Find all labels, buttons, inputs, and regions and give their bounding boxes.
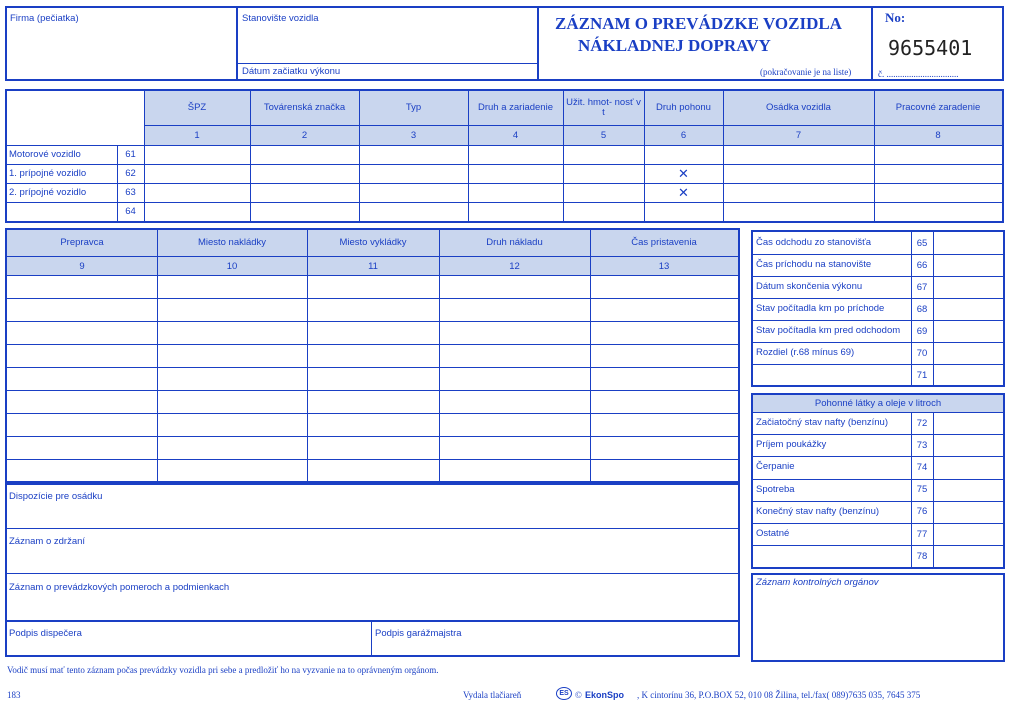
transport-cell[interactable]	[591, 299, 737, 320]
vehicle-row-label: 1. prípojné vozidlo	[9, 168, 87, 179]
fuel-box-value-field[interactable]	[935, 457, 1002, 477]
fuel-box-row-code: 78	[916, 550, 928, 562]
transport-cell[interactable]	[440, 414, 589, 435]
transport-cell[interactable]	[440, 460, 589, 481]
stanoviste-label: Stanovište vozidla	[242, 13, 319, 24]
fuel-type-cross-mark: ✕	[678, 184, 689, 200]
zdrzanie-label: Záznam o zdržaní	[9, 536, 86, 547]
time-box-value-field[interactable]	[935, 255, 1002, 275]
transport-cell[interactable]	[8, 414, 156, 435]
vehicle-col-8-number: 8	[935, 130, 941, 141]
transport-cell[interactable]	[591, 414, 737, 435]
vehicle-cell[interactable]	[564, 165, 643, 182]
time-box-value-field[interactable]	[935, 299, 1002, 319]
transport-cell[interactable]	[158, 391, 306, 412]
vehicle-row-code: 62	[125, 168, 136, 179]
transport-cell[interactable]	[308, 322, 438, 343]
fuel-box-row-code: 72	[916, 417, 928, 429]
publisher-name: EkonSpo	[585, 690, 625, 700]
transport-col-4-label: Druh nákladu	[486, 237, 543, 248]
transport-cell[interactable]	[158, 368, 306, 389]
time-box-row-code: 67	[916, 281, 928, 293]
time-box-row-label: Čas odchodu zo stanovišťa	[756, 237, 871, 248]
continuation-note: (pokračovanie je na liste)	[760, 67, 852, 77]
transport-col-1-label: Prepravca	[60, 237, 104, 248]
vehicle-col-1-number: 1	[194, 130, 200, 141]
time-box-row-label: Dátum skončenia výkonu	[756, 281, 863, 292]
vehicle-cell[interactable]	[469, 165, 562, 182]
vehicle-cell[interactable]	[724, 146, 873, 163]
datum-zaciatku-label: Dátum začiatku výkonu	[242, 66, 341, 77]
kontrolne-field[interactable]	[754, 590, 1002, 660]
transport-cell[interactable]	[8, 391, 156, 412]
transport-cell[interactable]	[158, 276, 306, 297]
transport-cell[interactable]	[440, 322, 589, 343]
transport-cell[interactable]	[308, 368, 438, 389]
dispozicie-field[interactable]	[8, 504, 736, 526]
transport-col-2-label: Miesto nakládky	[197, 237, 267, 248]
time-box-row-code: 71	[916, 369, 928, 381]
transport-cell[interactable]	[308, 276, 438, 297]
copyright-symbol: ©	[575, 690, 582, 700]
vehicle-col-4-label: Druh a zariadenie	[478, 102, 553, 113]
vehicle-col-8-label: Pracovné zaradenie	[895, 102, 981, 113]
fuel-box-row-label: Príjem poukážky	[756, 439, 827, 451]
vehicle-col-5-label: Užit. hmot- nosť v t	[566, 97, 641, 118]
vehicle-row-label: 2. prípojné vozidlo	[9, 187, 87, 198]
transport-cell[interactable]	[308, 391, 438, 412]
vehicle-cell[interactable]	[645, 165, 722, 182]
vehicle-cell[interactable]	[724, 184, 873, 201]
transport-cell[interactable]	[308, 437, 438, 458]
time-box-row-label: Stav počítadla km po príchode	[756, 303, 885, 314]
fuel-box-row-label: Konečný stav nafty (benzínu)	[756, 505, 880, 517]
vehicle-col-7-number: 7	[795, 130, 802, 141]
vehicle-cell[interactable]	[251, 184, 358, 201]
transport-cell[interactable]	[440, 368, 589, 389]
podpis-garazmajstra-field[interactable]	[374, 640, 736, 654]
transport-cell[interactable]	[440, 299, 589, 320]
transport-cell[interactable]	[308, 345, 438, 366]
vehicle-col-3-number: 3	[410, 130, 417, 141]
fuel-type-cross-mark: ✕	[678, 165, 689, 181]
time-box-row-code: 69	[916, 325, 928, 337]
vehicle-col-7-label: Osádka vozidla	[766, 102, 831, 113]
time-box-row-code: 70	[916, 347, 928, 359]
transport-cell[interactable]	[8, 437, 156, 458]
vehicle-cell[interactable]	[145, 165, 249, 182]
time-box-value-field[interactable]	[935, 365, 1002, 385]
transport-col-2-number: 10	[226, 260, 238, 272]
time-box-row-label: Stav počítadla km pred odchodom	[756, 325, 901, 336]
stanoviste-field[interactable]	[240, 26, 535, 62]
transport-cell[interactable]	[158, 460, 306, 481]
page-code: 183	[7, 690, 21, 700]
fuel-box-row-code: 76	[916, 506, 928, 518]
transport-cell[interactable]	[158, 437, 306, 458]
vehicle-cell[interactable]	[145, 146, 249, 163]
time-box-row-code: 65	[916, 237, 928, 249]
vehicle-row-code: 64	[125, 206, 136, 217]
vehicle-cell[interactable]	[724, 203, 873, 220]
vehicle-cell[interactable]	[251, 146, 358, 163]
vehicle-col-6-label: Druh pohonu	[656, 102, 711, 113]
publisher-prefix: Vydala tlačiareň	[463, 690, 522, 700]
transport-cell[interactable]	[8, 322, 156, 343]
transport-cell[interactable]	[308, 460, 438, 481]
vehicle-cell[interactable]	[724, 165, 873, 182]
vehicle-cell[interactable]	[564, 184, 643, 201]
kontrolne-label: Záznam kontrolných orgánov	[756, 577, 879, 588]
vehicle-cell[interactable]	[875, 184, 1001, 201]
firma-stamp-field[interactable]	[8, 26, 234, 78]
vehicle-cell[interactable]	[360, 146, 467, 163]
transport-cell[interactable]	[591, 322, 737, 343]
vehicle-col-1-label: ŠPZ	[187, 102, 207, 113]
time-box-row-code: 68	[916, 303, 928, 315]
fuel-box-row-code: 77	[916, 528, 928, 540]
transport-col-3-number: 11	[368, 260, 378, 272]
serial-number: 9655401	[888, 36, 973, 60]
transport-cell[interactable]	[591, 391, 737, 412]
vehicle-cell[interactable]	[360, 203, 467, 220]
fuel-box-value-field[interactable]	[935, 435, 1002, 455]
fuel-box-value-field[interactable]	[935, 502, 1002, 522]
vehicle-cell[interactable]	[645, 184, 722, 201]
transport-cell[interactable]	[591, 368, 737, 389]
podpis-dispecera-field[interactable]	[8, 640, 368, 654]
zdrzanie-field[interactable]	[8, 549, 736, 571]
publisher-logo-icon: ES	[556, 687, 572, 700]
vehicle-cell[interactable]	[145, 203, 249, 220]
fuel-box-row-code: 73	[916, 439, 928, 451]
vehicle-cell[interactable]	[875, 165, 1001, 182]
fuel-box-row-label: Spotreba	[756, 483, 795, 495]
transport-cell[interactable]	[158, 299, 306, 320]
vehicle-cell[interactable]	[251, 203, 358, 220]
transport-cell[interactable]	[440, 276, 589, 297]
vehicle-cell[interactable]	[564, 146, 643, 163]
vehicle-cell[interactable]	[564, 203, 643, 220]
transport-cell[interactable]	[8, 276, 156, 297]
publisher-address: , K cintorínu 36, P.O.BOX 52, 010 08 Žilina, tel./fax( 089)7635 035, 7645 375	[637, 690, 921, 700]
time-box-row-label: Čas príchodu na stanovište	[756, 259, 872, 270]
transport-cell[interactable]	[591, 437, 737, 458]
transport-cell[interactable]	[8, 460, 156, 481]
vehicle-cell[interactable]	[469, 203, 562, 220]
transport-col-4-number: 12	[509, 260, 520, 272]
vehicle-cell[interactable]	[360, 165, 467, 182]
transport-cell[interactable]	[158, 322, 306, 343]
vehicle-row-code: 61	[125, 149, 136, 160]
transport-cell[interactable]	[8, 345, 156, 366]
vehicle-row-code: 63	[125, 187, 136, 198]
time-box-value-field[interactable]	[935, 343, 1002, 363]
fuel-type-cross-mark	[645, 203, 722, 220]
transport-cell[interactable]	[308, 414, 438, 435]
transport-col-5-number: 13	[658, 260, 670, 272]
transport-col-3-label: Miesto vykládky	[339, 237, 407, 248]
vehicle-cell[interactable]	[645, 146, 722, 163]
time-box-value-field[interactable]	[935, 321, 1002, 341]
vehicle-col-3-label: Typ	[405, 102, 422, 113]
fuel-box-value-field[interactable]	[935, 413, 1002, 433]
pomery-field[interactable]	[8, 595, 736, 618]
number-label: No:	[885, 10, 906, 25]
fuel-box-row-label: Začiatočný stav nafty (benzínu)	[756, 417, 889, 428]
fuel-box-value-field[interactable]	[935, 546, 1002, 566]
vehicle-cell[interactable]	[875, 146, 1001, 163]
fuel-box-row-code: 74	[916, 461, 928, 473]
form-title-line2: NÁKLADNEJ DOPRAVY	[578, 36, 771, 55]
podpis-garazmajstra-label: Podpis garážmajstra	[375, 628, 462, 639]
time-box-row-label: Rozdiel (r.68 mínus 69)	[756, 347, 855, 358]
vehicle-cell[interactable]	[145, 184, 249, 201]
vehicle-cell[interactable]	[469, 184, 562, 201]
vehicle-col-2-number: 2	[301, 130, 308, 141]
driver-notice: Vodič musí mať tento záznam počas prevádzky vozidla pri sebe a predložiť ho na vyzvanie na to oprávneným orgánom.	[7, 665, 439, 675]
sheet-number-field[interactable]: č. ................................	[878, 69, 959, 79]
fuel-box-value-field[interactable]	[935, 480, 1002, 500]
transport-cell[interactable]	[440, 437, 589, 458]
vehicle-col-2-label: Továrenská značka	[263, 102, 346, 113]
transport-cell[interactable]	[8, 299, 156, 320]
fuel-box-value-field[interactable]	[935, 524, 1002, 544]
fuel-box-row-label: Ostatné	[756, 528, 790, 539]
vehicle-cell[interactable]	[469, 146, 562, 163]
pomery-label: Záznam o prevádzkových pomeroch a podmienkach	[9, 582, 230, 593]
transport-cell[interactable]	[158, 414, 306, 435]
vehicle-col-4-number: 4	[512, 130, 519, 141]
vehicle-cell[interactable]	[875, 203, 1001, 220]
vehicle-col-5-number: 5	[600, 130, 607, 141]
time-box-value-field[interactable]	[935, 277, 1002, 297]
vehicle-row-label: Motorové vozidlo	[9, 149, 81, 160]
form-title-line1: ZÁZNAM O PREVÁDZKE VOZIDLA	[555, 14, 842, 33]
transport-cell[interactable]	[591, 460, 737, 481]
podpis-dispecera-label: Podpis dispečera	[9, 628, 82, 639]
fuel-type-cross-mark	[645, 146, 722, 163]
dispozicie-label: Dispozície pre osádku	[9, 491, 103, 502]
vehicle-col-6-number: 6	[680, 130, 687, 141]
transport-cell[interactable]	[158, 345, 306, 366]
fuel-box-row-label: Čerpanie	[756, 461, 795, 473]
fuel-box-row-code: 75	[916, 484, 928, 496]
fuel-title: Pohonné látky a oleje v litroch	[814, 397, 942, 409]
transport-col-1-number: 9	[79, 260, 85, 272]
transport-cell[interactable]	[440, 391, 589, 412]
vehicle-cell[interactable]	[251, 165, 358, 182]
transport-cell[interactable]	[591, 345, 737, 366]
transport-col-5-label: Čas pristavenia	[631, 237, 697, 248]
vehicle-cell[interactable]	[360, 184, 467, 201]
transport-cell[interactable]	[440, 345, 589, 366]
transport-cell[interactable]	[308, 299, 438, 320]
firma-label: Firma (pečiatka)	[10, 13, 79, 24]
vehicle-cell[interactable]	[645, 203, 722, 220]
time-box-row-code: 66	[916, 259, 928, 271]
transport-cell[interactable]	[8, 368, 156, 389]
time-box-value-field[interactable]	[935, 233, 1002, 253]
transport-cell[interactable]	[591, 276, 737, 297]
